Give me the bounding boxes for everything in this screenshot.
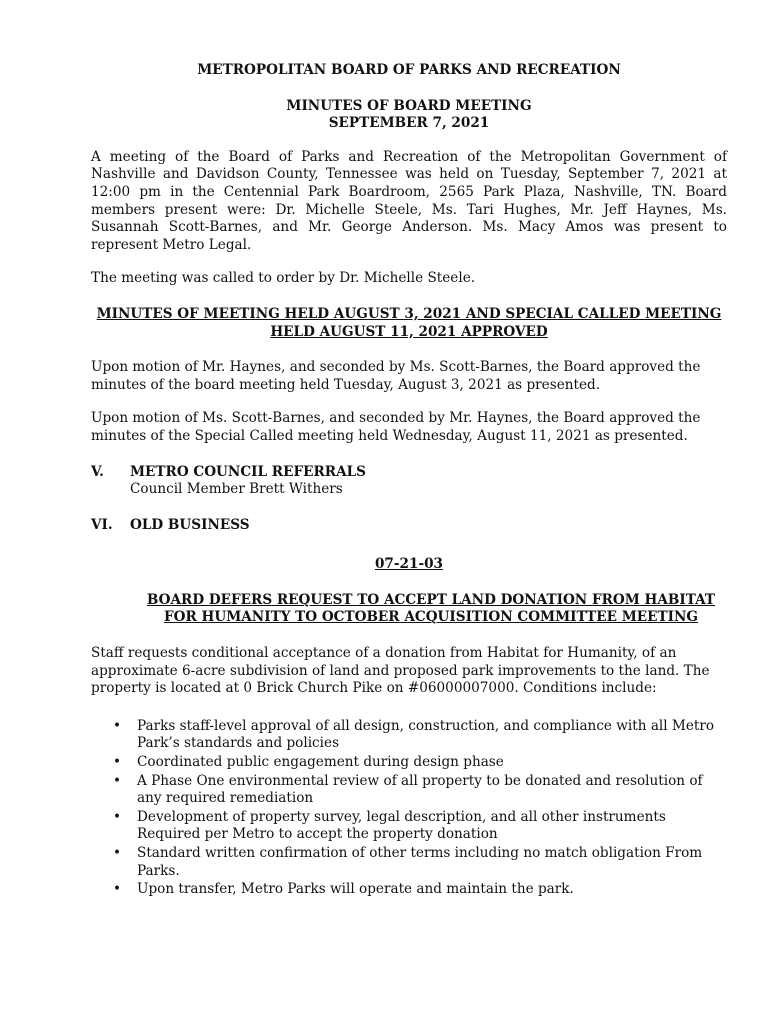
minutes-title-line1: MINUTES OF BOARD MEETING <box>286 97 532 114</box>
call-to-order: The meeting was called to order by Dr. Michelle Steele. <box>91 270 476 287</box>
meeting-date: SEPTEMBER 7, 2021 <box>328 115 490 132</box>
item-code: 07-21-03 <box>374 556 444 573</box>
section-v-title: METRO COUNCIL REFERRALS <box>130 463 366 480</box>
section-vi <box>91 517 727 535</box>
list-item <box>91 773 727 808</box>
section-vi-number: VI. <box>91 516 113 533</box>
condition-text: Coordinated public engagement during design phase <box>137 754 504 771</box>
condition-text: Development of property survey, legal description, and all other instruments Required per Metro to accept the property donation <box>137 808 666 843</box>
bullet-icon: • <box>113 881 122 898</box>
bullet-icon: • <box>113 845 122 861</box>
intro-paragraph: A meeting of the Board of Parks and Recreation of the Metropolitan Government of Nashville and Davidson County, Tennessee was held on Tuesday, September 7, 2021 at 12:00 pm in the Centennial Park Boardroom, 2565 Park Plaza, Nashville, TN. Board members present were: Dr. Michelle Steele, Ms. Tari Hughes, Mr. Jeff Haynes, Ms. Susannah Scott-Barnes, and Mr. George Anderson. Ms. Macy Amos was present to represent Metro Legal. <box>91 148 727 253</box>
list-item <box>91 809 727 844</box>
item-description: Staff requests conditional acceptance of a donation from Habitat for Humanity, of an approximate 6-acre subdivision of land and proposed park improvements to the land. The property is located at 0 Brick Church Pike on #06000007000. Conditions include: <box>91 645 710 697</box>
minutes-heading-line1: MINUTES OF MEETING HELD AUGUST 3, 2021 AND SPECIAL CALLED MEETING <box>96 305 722 322</box>
section-v <box>91 464 727 499</box>
list-item <box>91 881 727 899</box>
minutes-approved-heading <box>91 306 727 341</box>
item-title-line1: BOARD DEFERS REQUEST TO ACCEPT LAND DONATION FROM HABITAT <box>146 591 716 608</box>
list-item <box>91 754 727 772</box>
condition-text: Upon transfer, Metro Parks will operate and maintain the park. <box>137 881 574 898</box>
item-title-line2: FOR HUMANITY TO OCTOBER ACQUISITION COMMITTEE MEETING <box>163 609 698 626</box>
conditions-list <box>91 718 727 899</box>
condition-text: A Phase One environmental review of all property to be donated and resolution of any required remediation <box>137 772 703 807</box>
bullet-icon: • <box>113 717 122 734</box>
condition-text: Standard written confirmation of other terms including no match obligation From Parks. <box>137 845 703 879</box>
document-page <box>91 62 727 900</box>
bullet-icon: • <box>113 808 122 825</box>
list-item <box>91 845 727 880</box>
minutes-title <box>91 98 727 133</box>
list-item <box>91 718 727 753</box>
section-vi-title: OLD BUSINESS <box>130 516 250 533</box>
bullet-icon: • <box>113 772 122 789</box>
bullet-icon: • <box>113 754 122 771</box>
condition-text: Parks staff-level approval of all design, construction, and compliance with all Metro Park’s standards and policies <box>137 717 715 752</box>
minutes-heading-line2: HELD AUGUST 11, 2021 APPROVED <box>270 323 548 340</box>
minutes-approval-paragraph-2: Upon motion of Ms. Scott-Barnes, and seconded by Mr. Haynes, the Board approved the minutes of the Special Called meeting held Wednesday, August 11, 2021 as presented. <box>91 410 701 444</box>
minutes-approval-paragraph-1: Upon motion of Mr. Haynes, and seconded by Ms. Scott-Barnes, the Board approved the minutes of the board meeting held Tuesday, August 3, 2021 as presented. <box>91 359 701 393</box>
organization-title: METROPOLITAN BOARD OF PARKS AND RECREATION <box>197 62 621 78</box>
section-v-text: Council Member Brett Withers <box>130 481 343 498</box>
section-v-number: V. <box>91 463 104 480</box>
item-title <box>91 592 727 627</box>
